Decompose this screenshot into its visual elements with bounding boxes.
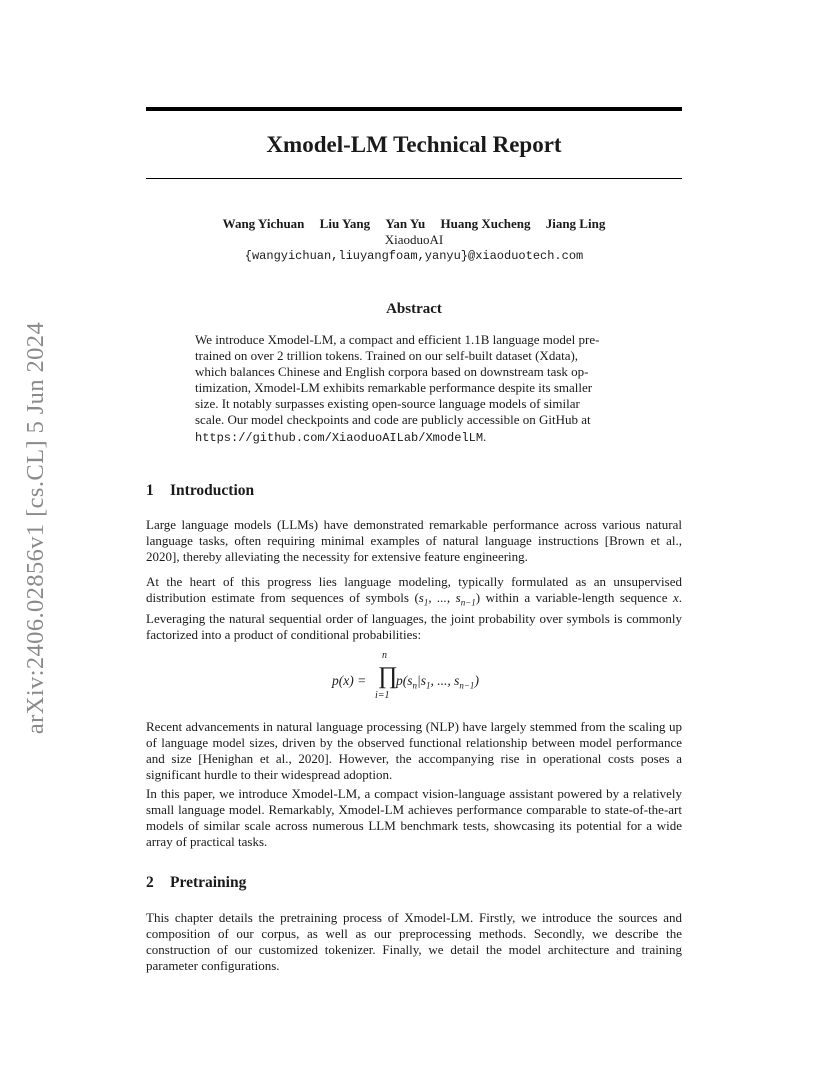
title-bottom-rule [146,178,682,179]
author-name: Yan Yu [385,216,426,231]
author-name: Liu Yang [319,216,371,231]
author-emails: {wangyichuan,liuyangfoam,yanyu}@xiaoduotech.com [244,249,584,263]
intro-paragraph-1: Large language models (LLMs) have demonstrated remarkable performance across various natural language tasks, often requiring minimal examples of natural language instructions [Brown et al., 2020], thereby alleviating the necessity for extensive feature engineering. [146,517,682,565]
abstract-line: size. It notably surpasses existing open-source language models of similar [195,396,580,412]
abstract-body [195,332,634,446]
section-heading-pretraining [146,873,246,893]
math-sequence: $s_1$, ..., $s_{n-1}$ [418,590,476,608]
text-run: . Leveraging the natural sequential order of languages, the joint probability over symbols is commonly factorized into a product of conditional probabilities: [146,590,683,642]
affiliation: XiaoduoAI [384,232,444,247]
intro-paragraph-3: Recent advancements in natural language processing (NLP) have largely stemmed from the scaling up of language model sizes, driven by the observed functional relationship between model performance and size [Henighan et al., 2020]. However, the accompanying rise in operational costs poses a significant hurdle to their widespread adoption. [146,719,682,783]
abstract-line: timization, Xmodel-LM exhibits remarkable performance despite its smaller [195,380,593,396]
abstract-line: We introduce Xmodel-LM, a compact and efficient 1.1B language model pre- [195,332,600,347]
author-block [146,216,682,264]
arxiv-identifier [14,300,58,756]
author-name: Jiang Ling [545,216,606,231]
section-title: Pretraining [170,874,247,891]
product-symbol: ∏ [378,663,398,689]
author-names [146,216,682,232]
section-title: Introduction [170,482,255,499]
author-name: Huang Xucheng [440,216,531,231]
text-run: ) within a variable-length sequence [475,590,673,606]
intro-paragraph-2 [146,574,682,643]
abstract-line: which balances Chinese and English corpora based on downstream task op- [195,364,589,380]
equation-rhs: $p(s_n|s_1$, ..., $s_{n-1}$) [396,673,479,691]
paper-title: Xmodel-LM Technical Report [266,132,562,157]
title-top-rule [146,107,682,111]
section-heading-introduction [146,481,254,501]
author-name: Wang Yichuan [222,216,305,231]
section-number: 1 [146,482,154,499]
github-link[interactable]: https://github.com/XiaoduoAILab/XmodelLM [195,430,484,445]
product-lower-limit: i=1 [375,690,390,701]
arxiv-identifier-text: arXiv:2406.02856v1 [cs.CL] 5 Jun 2024 [22,321,49,735]
pretraining-paragraph-1: This chapter details the pretraining process of Xmodel-LM. Firstly, we introduce the sources and composition of our corpus, as well as our preprocessing methods. Secondly, we describe the construction of our customized tokenizer. Finally, we detail the model architecture and training parameter configurations. [146,910,682,974]
abstract-heading: Abstract [386,301,442,317]
equation-lhs: p(x) = [332,673,367,688]
abstract-url-line: https://github.com/XiaoduoAILab/XmodelLM. [195,428,487,445]
abstract-line: scale. Our model checkpoints and code are publicly accessible on GitHub at [195,412,591,428]
math-variable: x [672,590,679,606]
factorization-equation [330,644,510,704]
text-run: At the heart of this progress lies language modeling, typically formulated as an unsupervised distribution estimate from sequences of symbols ( [146,574,682,606]
intro-paragraph-4: In this paper, we introduce Xmodel-LM, a compact vision-language assistant powered by a relatively small language model. Remarkably, Xmodel-LM achieves performance comparable to state-of-the-art models of similar scale across numerous LLM benchmark tests, showcasing its potential for a wide array of practical tasks. [146,786,682,850]
product-upper-limit: n [382,650,387,661]
abstract-line: trained on over 2 trillion tokens. Trained on our self-built dataset (Xdata), [195,348,579,364]
section-number: 2 [146,874,154,891]
